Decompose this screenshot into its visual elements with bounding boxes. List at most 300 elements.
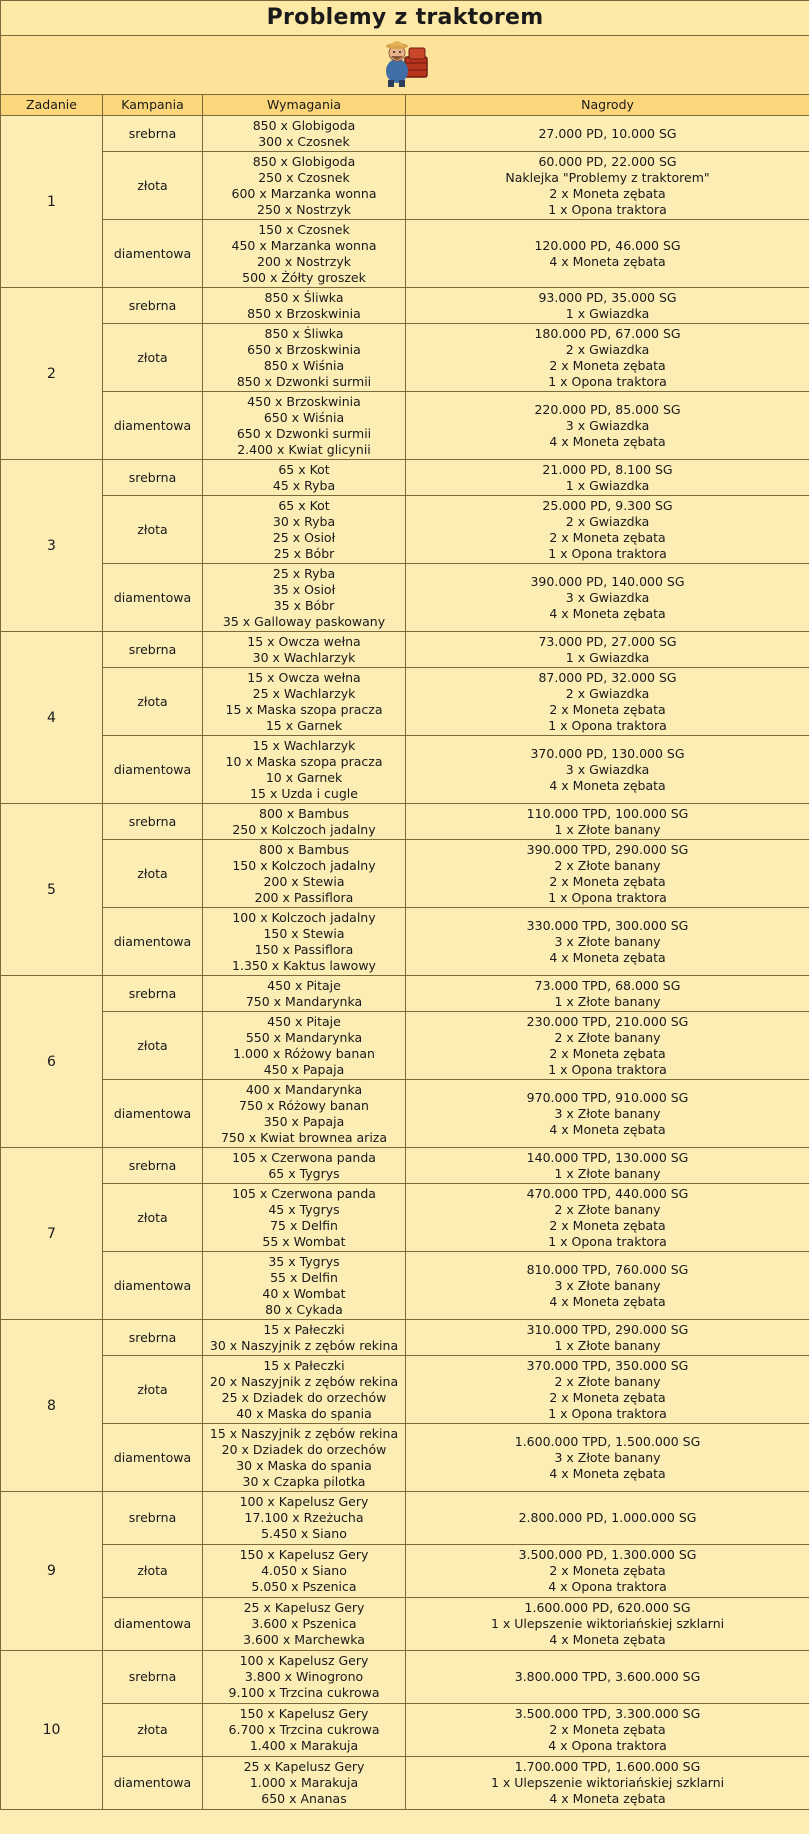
requirement-line: 550 x Mandarynka <box>245 1029 363 1045</box>
requirement-line: 25 x Bóbr <box>273 545 335 561</box>
reward-line: 4 x Opona traktora <box>548 1579 667 1594</box>
campaign-name: srebrna <box>103 116 203 152</box>
requirement-line: 150 x Czosnek <box>258 221 350 237</box>
requirements-cell <box>203 668 406 736</box>
reward-line: 3 x Złote banany <box>554 1277 661 1293</box>
table-row <box>1 116 809 152</box>
campaign-name: srebrna <box>103 976 203 1012</box>
requirement-line: 750 x Różowy banan <box>239 1097 369 1113</box>
requirement-line: 850 x Globigoda <box>252 153 356 169</box>
table-row <box>1 804 809 840</box>
quest-number: 2 <box>1 288 103 460</box>
campaign-name: złota <box>103 840 203 908</box>
requirements-cell <box>203 1252 406 1320</box>
campaign-name: srebrna <box>103 1148 203 1184</box>
table-row <box>1 1424 809 1492</box>
reward-line: 4 x Moneta zębata <box>549 777 666 793</box>
requirement-line: 25 x Dziadek do orzechów <box>221 1389 387 1405</box>
requirements-cell <box>203 496 406 564</box>
reward-line: 3 x Złote banany <box>554 1105 661 1121</box>
campaign-name: diamentowa <box>103 1080 203 1148</box>
table-row <box>1 1252 809 1320</box>
table-row <box>1 460 809 496</box>
rewards-cell <box>406 1651 809 1704</box>
campaign-name: srebrna <box>103 804 203 840</box>
requirement-line: 3.600 x Marchewka <box>243 1632 365 1647</box>
table-row <box>1 1148 809 1184</box>
reward-line: 3 x Gwiazdka <box>565 417 650 433</box>
requirement-line: 10 x Garnek <box>265 769 343 785</box>
requirement-line: 1.000 x Marakuja <box>249 1775 359 1790</box>
reward-line: 1 x Złote banany <box>554 1337 661 1353</box>
table-row <box>1 736 809 804</box>
requirement-line: 65 x Kot <box>278 461 330 477</box>
requirement-line: 3.600 x Pszenica <box>251 1616 357 1631</box>
rewards-cell <box>406 1545 809 1598</box>
reward-line: 1 x Opona traktora <box>548 1233 667 1249</box>
requirements-cell <box>203 392 406 460</box>
requirement-line: 55 x Delfin <box>270 1269 338 1285</box>
requirement-line: 30 x Ryba <box>272 513 336 529</box>
rewards-cell <box>406 1320 809 1356</box>
requirement-line: 450 x Marzanka wonna <box>231 237 377 253</box>
reward-line: 1 x Opona traktora <box>548 1405 667 1421</box>
table-row <box>1 1757 809 1810</box>
campaign-name: srebrna <box>103 1320 203 1356</box>
rewards-cell <box>406 1012 809 1080</box>
requirement-line: 100 x Kapelusz Gery <box>239 1494 369 1509</box>
reward-line: 73.000 TPD, 68.000 SG <box>534 977 681 993</box>
reward-line: 2 x Moneta zębata <box>549 1217 666 1233</box>
requirement-line: 150 x Passiflora <box>254 941 354 957</box>
requirement-line: 350 x Papaja <box>263 1113 345 1129</box>
reward-line: 2 x Gwiazdka <box>565 685 650 701</box>
requirements-cell <box>203 840 406 908</box>
requirement-line: 5.450 x Siano <box>261 1526 347 1541</box>
reward-line: 3.800.000 TPD, 3.600.000 SG <box>514 1669 701 1684</box>
requirement-line: 105 x Czerwona panda <box>232 1185 376 1201</box>
requirement-line: 850 x Śliwka <box>264 289 344 305</box>
rewards-cell <box>406 804 809 840</box>
requirement-line: 650 x Brzoskwinia <box>247 341 361 357</box>
requirements-cell <box>203 804 406 840</box>
campaign-name: diamentowa <box>103 908 203 976</box>
reward-line: 1 x Gwiazdka <box>565 649 650 665</box>
requirements-cell <box>203 116 406 152</box>
requirement-line: 9.100 x Trzcina cukrowa <box>228 1685 380 1700</box>
reward-line: 3 x Złote banany <box>554 933 661 949</box>
reward-line: 1.600.000 TPD, 1.500.000 SG <box>514 1433 701 1449</box>
reward-line: 1 x Opona traktora <box>548 545 667 561</box>
requirements-cell <box>203 1757 406 1810</box>
requirement-line: 35 x Osioł <box>272 581 336 597</box>
requirement-line: 35 x Bóbr <box>273 597 335 613</box>
requirement-line: 200 x Stewia <box>263 873 345 889</box>
reward-line: 1 x Złote banany <box>554 1165 661 1181</box>
reward-line: 390.000 TPD, 290.000 SG <box>526 841 689 857</box>
requirements-cell <box>203 1651 406 1704</box>
requirement-line: 6.700 x Trzcina cukrowa <box>228 1722 380 1737</box>
reward-line: 93.000 PD, 35.000 SG <box>538 289 677 305</box>
reward-line: 310.000 TPD, 290.000 SG <box>526 1321 689 1337</box>
requirement-line: 300 x Czosnek <box>258 133 350 149</box>
requirement-line: 1.400 x Marakuja <box>249 1738 359 1753</box>
requirement-line: 15 x Owcza wełna <box>247 633 361 649</box>
requirements-cell <box>203 152 406 220</box>
table-row <box>1 496 809 564</box>
rewards-cell <box>406 1148 809 1184</box>
quest-table-body <box>1 116 809 1810</box>
requirement-line: 800 x Bambus <box>259 841 349 857</box>
reward-line: 4 x Moneta zębata <box>549 1121 666 1137</box>
requirement-line: 65 x Kot <box>278 497 330 513</box>
requirement-line: 850 x Wiśnia <box>263 357 345 373</box>
rewards-cell <box>406 1598 809 1651</box>
campaign-name: złota <box>103 1545 203 1598</box>
rewards-cell <box>406 220 809 288</box>
campaign-name: złota <box>103 152 203 220</box>
reward-line: 87.000 PD, 32.000 SG <box>538 669 677 685</box>
quest-number: 8 <box>1 1320 103 1492</box>
requirements-cell <box>203 1424 406 1492</box>
table-row <box>1 1598 809 1651</box>
requirement-line: 30 x Czapka pilotka <box>242 1473 366 1489</box>
requirement-line: 850 x Brzoskwinia <box>247 305 361 321</box>
campaign-name: złota <box>103 496 203 564</box>
requirement-line: 75 x Delfin <box>270 1217 338 1233</box>
requirement-line: 15 x Wachlarzyk <box>252 737 356 753</box>
requirement-line: 30 x Maska do spania <box>236 1457 372 1473</box>
column-header-campaign: Kampania <box>103 95 203 116</box>
campaign-name: diamentowa <box>103 1598 203 1651</box>
requirement-line: 15 x Naszyjnik z zębów rekina <box>209 1425 399 1441</box>
table-row <box>1 1545 809 1598</box>
reward-line: 2 x Złote banany <box>554 1373 661 1389</box>
rewards-cell <box>406 152 809 220</box>
requirement-line: 1.350 x Kaktus lawowy <box>232 957 376 973</box>
rewards-cell <box>406 1757 809 1810</box>
requirement-line: 450 x Pitaje <box>267 1013 341 1029</box>
requirement-line: 250 x Czosnek <box>258 169 350 185</box>
rewards-cell <box>406 1252 809 1320</box>
requirement-line: 10 x Maska szopa pracza <box>225 753 383 769</box>
table-row <box>1 840 809 908</box>
reward-line: 3 x Gwiazdka <box>565 589 650 605</box>
requirement-line: 20 x Dziadek do orzechów <box>221 1441 387 1457</box>
table-row <box>1 976 809 1012</box>
reward-line: 390.000 PD, 140.000 SG <box>530 573 685 589</box>
quest-number: 9 <box>1 1492 103 1651</box>
reward-line: 1 x Opona traktora <box>548 373 667 389</box>
reward-line: 230.000 TPD, 210.000 SG <box>526 1013 689 1029</box>
requirement-line: 200 x Nostrzyk <box>257 253 351 269</box>
reward-line: 1 x Opona traktora <box>548 889 667 905</box>
requirement-line: 250 x Kolczoch jadalny <box>232 821 376 837</box>
requirement-line: 45 x Tygrys <box>268 1201 340 1217</box>
quest-number: 5 <box>1 804 103 976</box>
requirement-line: 100 x Kapelusz Gery <box>239 1653 369 1668</box>
campaign-name: złota <box>103 324 203 392</box>
reward-line: 3.500.000 TPD, 3.300.000 SG <box>514 1706 701 1721</box>
campaign-name: złota <box>103 1184 203 1252</box>
requirement-line: 17.100 x Rzeżucha <box>244 1510 364 1525</box>
requirements-cell <box>203 1545 406 1598</box>
requirement-line: 150 x Kapelusz Gery <box>239 1547 369 1562</box>
requirement-line: 150 x Stewia <box>263 925 345 941</box>
rewards-cell <box>406 976 809 1012</box>
requirement-line: 600 x Marzanka wonna <box>231 185 377 201</box>
requirements-cell <box>203 288 406 324</box>
table-row <box>1 908 809 976</box>
reward-line: 4 x Moneta zębata <box>549 1293 666 1309</box>
reward-line: 4 x Moneta zębata <box>549 253 666 269</box>
requirement-line: 25 x Kapelusz Gery <box>243 1600 365 1615</box>
requirement-line: 500 x Żółty groszek <box>242 269 366 285</box>
reward-line: 220.000 PD, 85.000 SG <box>534 401 681 417</box>
rewards-cell <box>406 460 809 496</box>
requirement-line: 25 x Kapelusz Gery <box>243 1759 365 1774</box>
campaign-name: srebrna <box>103 460 203 496</box>
rewards-cell <box>406 288 809 324</box>
reward-line: 3 x Gwiazdka <box>565 761 650 777</box>
campaign-name: srebrna <box>103 1651 203 1704</box>
reward-line: 2 x Moneta zębata <box>549 357 666 373</box>
requirement-line: 2.400 x Kwiat glicynii <box>237 441 371 457</box>
campaign-name: srebrna <box>103 288 203 324</box>
requirements-cell <box>203 324 406 392</box>
requirement-line: 80 x Cykada <box>265 1301 343 1317</box>
campaign-name: złota <box>103 668 203 736</box>
reward-line: 4 x Moneta zębata <box>549 605 666 621</box>
quest-number: 7 <box>1 1148 103 1320</box>
reward-line: 4 x Moneta zębata <box>549 1632 666 1647</box>
campaign-name: srebrna <box>103 632 203 668</box>
column-header-requirements: Wymagania <box>203 95 406 116</box>
requirement-line: 150 x Kapelusz Gery <box>239 1706 369 1721</box>
reward-line: 27.000 PD, 10.000 SG <box>538 125 677 141</box>
campaign-name: diamentowa <box>103 392 203 460</box>
table-row <box>1 1651 809 1704</box>
rewards-cell <box>406 116 809 152</box>
requirement-line: 25 x Wachlarzyk <box>252 685 356 701</box>
campaign-name: diamentowa <box>103 220 203 288</box>
rewards-cell <box>406 564 809 632</box>
requirements-cell <box>203 1492 406 1545</box>
rewards-cell <box>406 1356 809 1424</box>
reward-line: 1 x Ulepszenie wiktoriańskiej szklarni <box>490 1775 725 1790</box>
rewards-cell <box>406 632 809 668</box>
reward-line: 60.000 PD, 22.000 SG <box>538 153 677 169</box>
reward-line: 470.000 TPD, 440.000 SG <box>526 1185 689 1201</box>
reward-line: 810.000 TPD, 760.000 SG <box>526 1261 689 1277</box>
reward-line: 1 x Ulepszenie wiktoriańskiej szklarni <box>490 1616 725 1631</box>
table-row <box>1 1080 809 1148</box>
farmer-with-barrels-icon <box>379 37 431 93</box>
requirement-line: 650 x Wiśnia <box>263 409 345 425</box>
requirements-cell <box>203 1184 406 1252</box>
campaign-name: diamentowa <box>103 1252 203 1320</box>
requirement-line: 800 x Bambus <box>259 805 349 821</box>
reward-line: 1 x Złote banany <box>554 821 661 837</box>
table-row <box>1 1356 809 1424</box>
rewards-cell <box>406 1492 809 1545</box>
campaign-name: złota <box>103 1704 203 1757</box>
requirement-line: 15 x Pałeczki <box>263 1357 345 1373</box>
reward-line: 73.000 PD, 27.000 SG <box>538 633 677 649</box>
requirement-line: 650 x Dzwonki surmii <box>236 425 372 441</box>
table-row <box>1 668 809 736</box>
reward-line: Naklejka "Problemy z traktorem" <box>505 169 710 185</box>
column-header-row <box>1 95 809 116</box>
requirement-line: 450 x Pitaje <box>267 977 341 993</box>
requirement-line: 25 x Osioł <box>272 529 336 545</box>
requirements-cell <box>203 1320 406 1356</box>
requirement-line: 45 x Ryba <box>272 477 336 493</box>
requirement-line: 55 x Wombat <box>262 1233 346 1249</box>
requirement-line: 5.050 x Pszenica <box>251 1579 357 1594</box>
rewards-cell <box>406 1424 809 1492</box>
reward-line: 4 x Moneta zębata <box>549 1465 666 1481</box>
reward-line: 2.800.000 PD, 1.000.000 SG <box>518 1510 697 1525</box>
requirement-line: 850 x Dzwonki surmii <box>236 373 372 389</box>
requirements-cell <box>203 908 406 976</box>
reward-line: 180.000 PD, 67.000 SG <box>534 325 681 341</box>
reward-line: 140.000 TPD, 130.000 SG <box>526 1149 689 1165</box>
table-row <box>1 632 809 668</box>
requirement-line: 15 x Garnek <box>265 717 343 733</box>
reward-line: 970.000 TPD, 910.000 SG <box>526 1089 689 1105</box>
table-row <box>1 392 809 460</box>
requirements-cell <box>203 564 406 632</box>
reward-line: 4 x Moneta zębata <box>549 433 666 449</box>
reward-line: 4 x Opona traktora <box>548 1738 667 1753</box>
reward-line: 2 x Moneta zębata <box>549 185 666 201</box>
rewards-cell <box>406 1704 809 1757</box>
reward-line: 2 x Moneta zębata <box>549 1722 666 1737</box>
table-row <box>1 1012 809 1080</box>
campaign-name: złota <box>103 1012 203 1080</box>
quest-number: 3 <box>1 460 103 632</box>
quest-number: 4 <box>1 632 103 804</box>
rewards-cell <box>406 324 809 392</box>
requirement-line: 400 x Mandarynka <box>245 1081 363 1097</box>
requirement-line: 850 x Śliwka <box>264 325 344 341</box>
requirements-cell <box>203 1704 406 1757</box>
requirement-line: 40 x Wombat <box>262 1285 346 1301</box>
reward-line: 110.000 TPD, 100.000 SG <box>526 805 689 821</box>
requirement-line: 30 x Wachlarzyk <box>252 649 356 665</box>
reward-line: 1 x Opona traktora <box>548 1061 667 1077</box>
requirement-line: 850 x Globigoda <box>252 117 356 133</box>
requirement-line: 15 x Maska szopa pracza <box>225 701 383 717</box>
page-title: Problemy z traktorem <box>1 1 809 36</box>
requirements-cell <box>203 1148 406 1184</box>
requirements-cell <box>203 736 406 804</box>
requirements-cell <box>203 1598 406 1651</box>
reward-line: 2 x Gwiazdka <box>565 341 650 357</box>
reward-line: 25.000 PD, 9.300 SG <box>542 497 673 513</box>
requirements-cell <box>203 1012 406 1080</box>
table-row <box>1 1704 809 1757</box>
rewards-cell <box>406 840 809 908</box>
requirements-cell <box>203 220 406 288</box>
quest-number: 6 <box>1 976 103 1148</box>
requirement-line: 35 x Tygrys <box>268 1253 340 1269</box>
requirement-line: 750 x Mandarynka <box>245 993 363 1009</box>
reward-line: 2 x Złote banany <box>554 1201 661 1217</box>
reward-line: 2 x Złote banany <box>554 1029 661 1045</box>
rewards-cell <box>406 1080 809 1148</box>
reward-line: 1.600.000 PD, 620.000 SG <box>524 1600 691 1615</box>
table-row <box>1 220 809 288</box>
quest-number: 10 <box>1 1651 103 1810</box>
reward-line: 4 x Moneta zębata <box>549 1791 666 1806</box>
requirement-line: 30 x Naszyjnik z zębów rekina <box>209 1337 399 1353</box>
reward-line: 2 x Gwiazdka <box>565 513 650 529</box>
reward-line: 21.000 PD, 8.100 SG <box>542 461 673 477</box>
column-header-rewards: Nagrody <box>406 95 809 116</box>
table-row <box>1 152 809 220</box>
rewards-cell <box>406 736 809 804</box>
requirement-line: 4.050 x Siano <box>261 1563 347 1578</box>
reward-line: 1 x Gwiazdka <box>565 477 650 493</box>
reward-line: 2 x Moneta zębata <box>549 873 666 889</box>
campaign-name: diamentowa <box>103 1757 203 1810</box>
campaign-name: diamentowa <box>103 564 203 632</box>
requirement-line: 450 x Papaja <box>263 1061 345 1077</box>
reward-line: 330.000 TPD, 300.000 SG <box>526 917 689 933</box>
reward-line: 370.000 PD, 130.000 SG <box>530 745 685 761</box>
requirement-line: 35 x Galloway paskowany <box>222 613 386 629</box>
requirement-line: 100 x Kolczoch jadalny <box>232 909 376 925</box>
reward-line: 2 x Moneta zębata <box>549 701 666 717</box>
requirement-line: 40 x Maska do spania <box>236 1405 372 1421</box>
campaign-name: diamentowa <box>103 736 203 804</box>
requirement-line: 25 x Ryba <box>272 565 336 581</box>
reward-line: 3.500.000 PD, 1.300.000 SG <box>518 1547 697 1562</box>
reward-line: 1 x Złote banany <box>554 993 661 1009</box>
requirements-cell <box>203 976 406 1012</box>
reward-line: 2 x Złote banany <box>554 857 661 873</box>
requirement-line: 15 x Owcza wełna <box>247 669 361 685</box>
requirement-line: 750 x Kwiat brownea ariza <box>220 1129 388 1145</box>
campaign-name: złota <box>103 1356 203 1424</box>
reward-line: 1 x Opona traktora <box>548 717 667 733</box>
table-row <box>1 1184 809 1252</box>
requirement-line: 1.000 x Różowy banan <box>233 1045 375 1061</box>
column-header-quest: Zadanie <box>1 95 103 116</box>
reward-line: 120.000 PD, 46.000 SG <box>534 237 681 253</box>
campaign-name: srebrna <box>103 1492 203 1545</box>
reward-line: 4 x Moneta zębata <box>549 949 666 965</box>
requirement-line: 15 x Uzda i cugle <box>250 785 358 801</box>
requirements-cell <box>203 632 406 668</box>
campaign-name: diamentowa <box>103 1424 203 1492</box>
rewards-cell <box>406 496 809 564</box>
requirement-line: 3.800 x Winogrono <box>244 1669 364 1684</box>
table-row <box>1 288 809 324</box>
reward-line: 370.000 TPD, 350.000 SG <box>526 1357 689 1373</box>
reward-line: 2 x Moneta zębata <box>549 1045 666 1061</box>
requirement-line: 20 x Naszyjnik z zębów rekina <box>209 1373 399 1389</box>
requirement-line: 15 x Pałeczki <box>263 1321 345 1337</box>
table-row <box>1 1492 809 1545</box>
quest-number: 1 <box>1 116 103 288</box>
table-row <box>1 1320 809 1356</box>
reward-line: 2 x Moneta zębata <box>549 1563 666 1578</box>
reward-line: 1 x Opona traktora <box>548 201 667 217</box>
requirement-line: 105 x Czerwona panda <box>232 1149 376 1165</box>
